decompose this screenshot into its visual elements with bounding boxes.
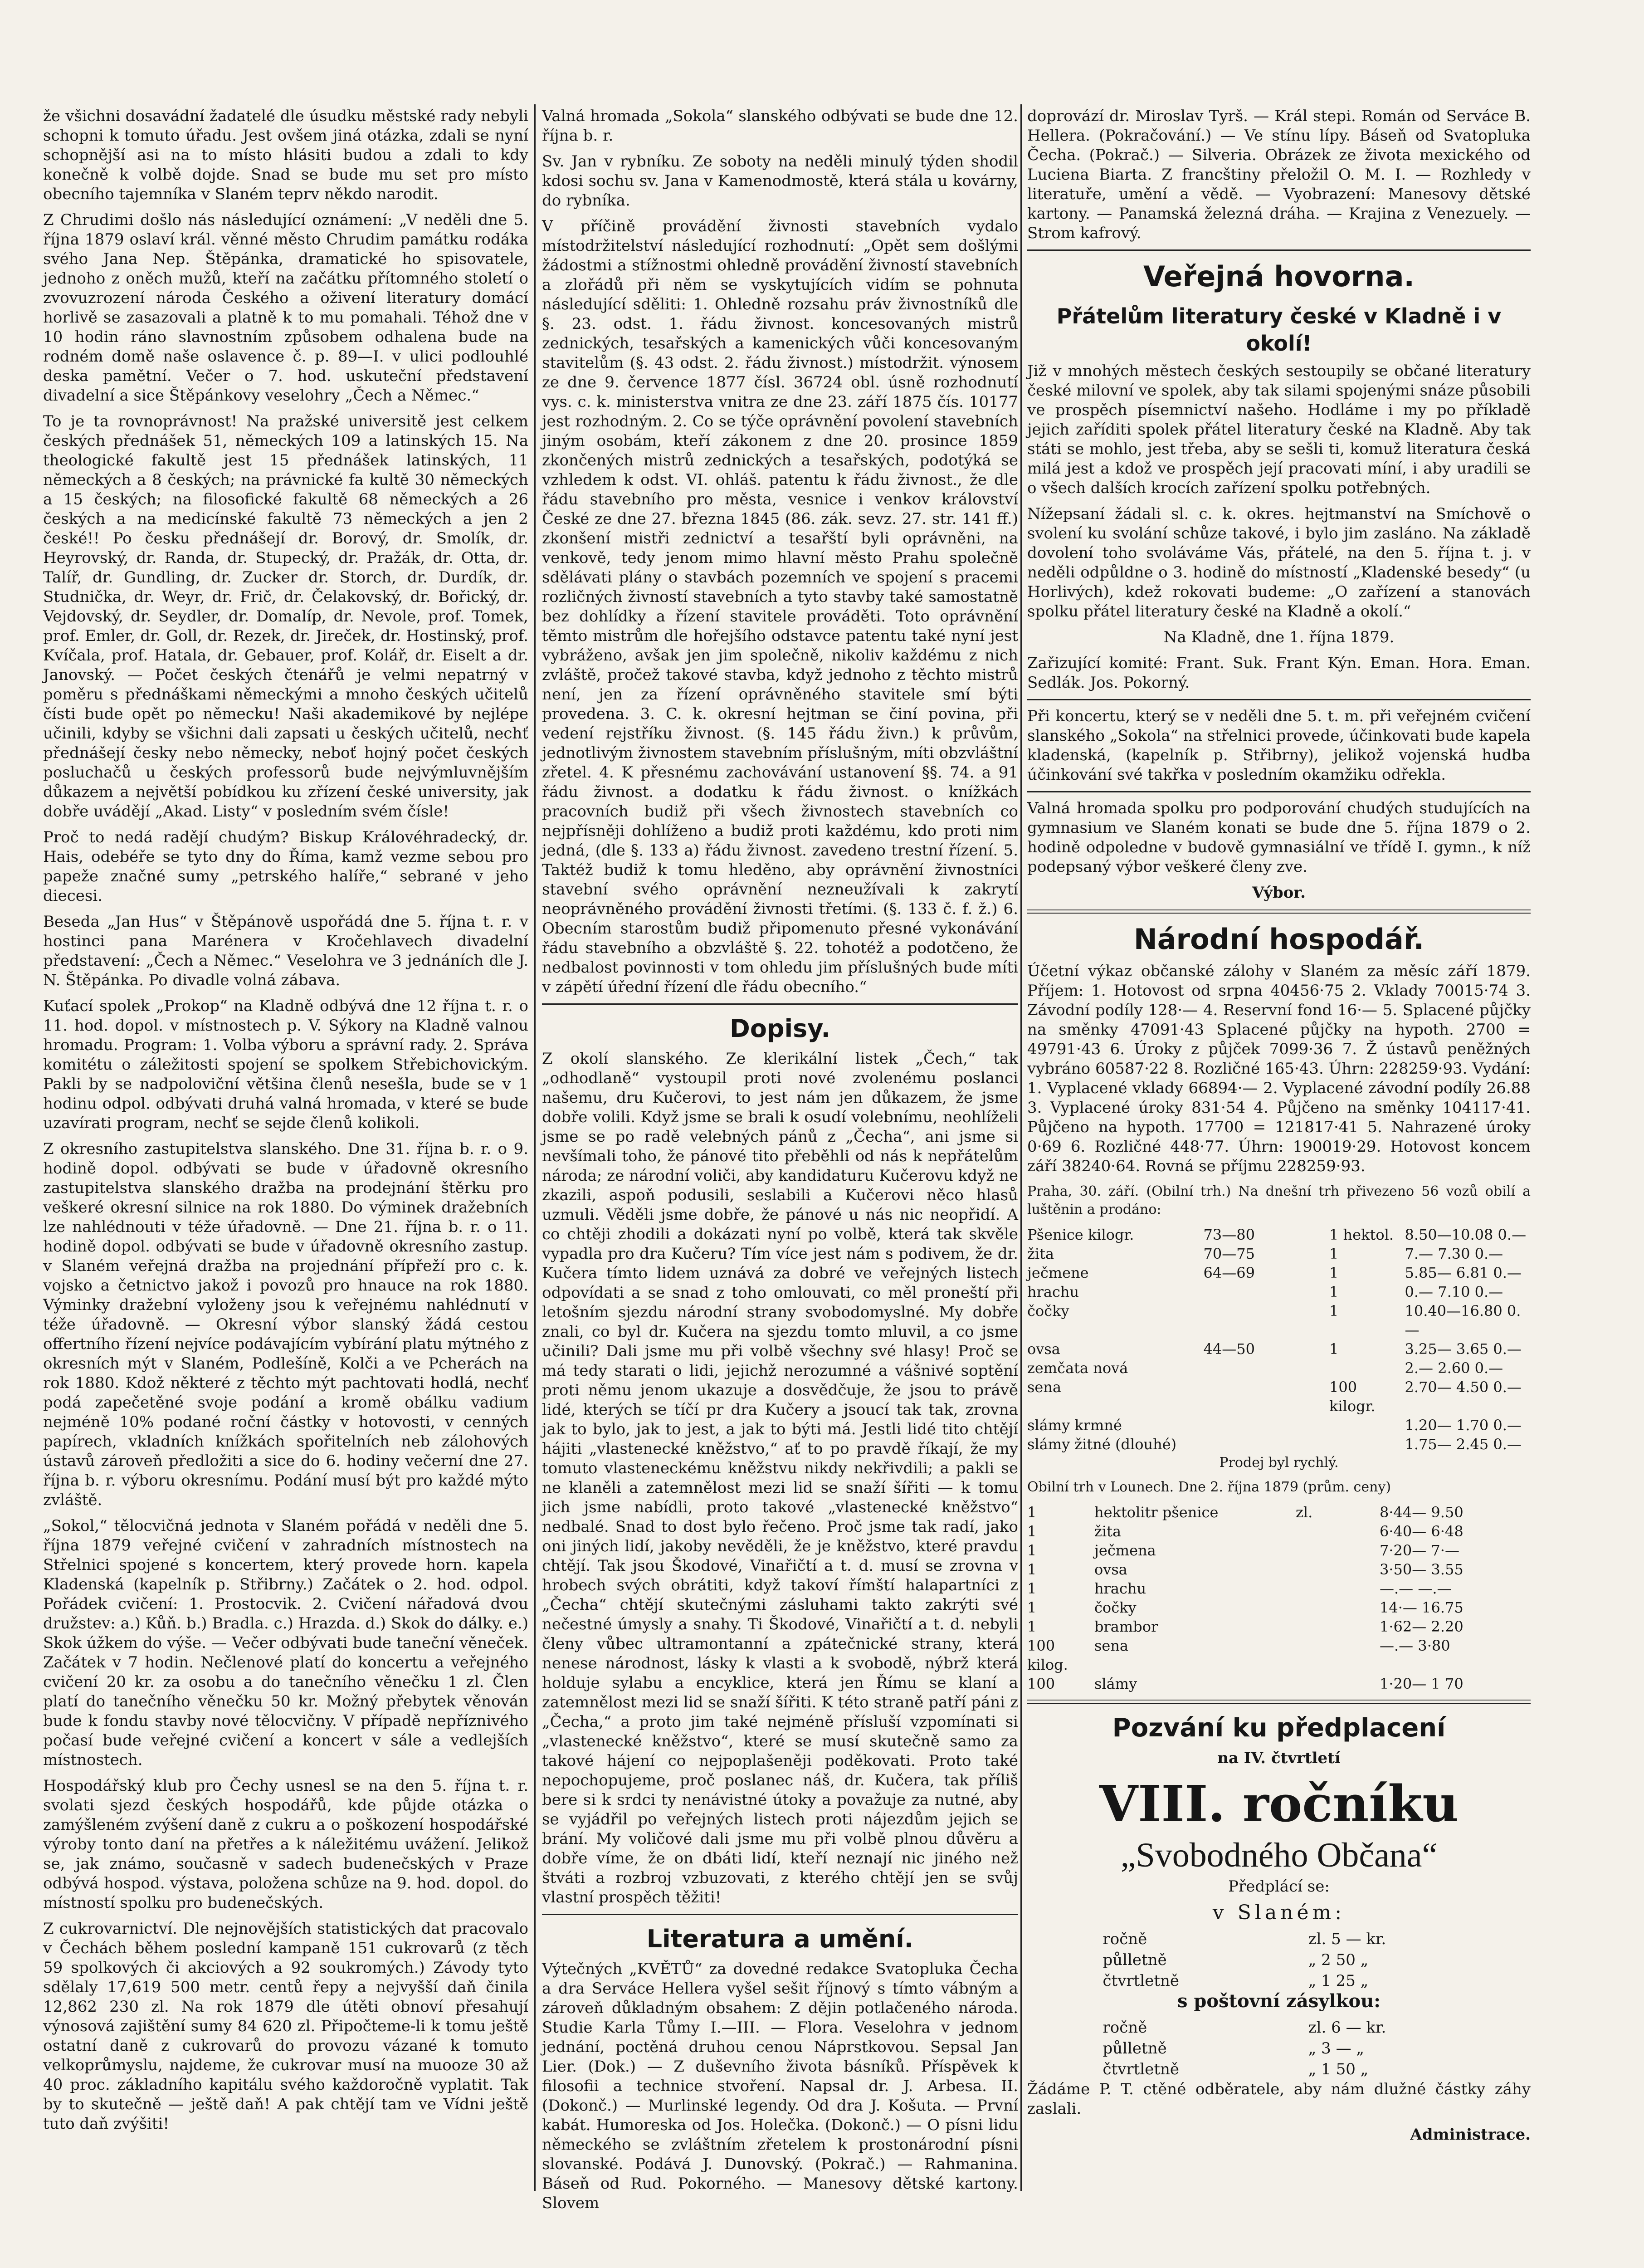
paragraph: Valná hromada spolku pro podporování chudých studujících na gymnasium ve Slaném konati se bude dne 5. října 1879 o 2. hodině odpoledne v budově gymnasiální ve třídě I. gymn., k níž podepsaný výbor veškeré členy zve. — [1027, 799, 1531, 876]
subscription-heading: Pozvání ku předplacení — [1112, 1713, 1446, 1743]
table-cell: ročně — [1103, 1930, 1147, 1948]
table-row — [1027, 1378, 1531, 1416]
table-cell: 1 — [1027, 1561, 1037, 1578]
table-cell: 1 — [1027, 1580, 1037, 1597]
table-cell: půlletně — [1103, 2039, 1167, 2058]
table-cell — [1296, 1617, 1380, 1636]
paragraph: Zařizující komité: Frant. Suk. Frant Kýn. Eman. Hora. Eman. Sedlák. Jos. Pokorný. — [1027, 654, 1531, 692]
table-cell: 1 — [1027, 1599, 1037, 1616]
table-cell: ročně — [1103, 2019, 1147, 2037]
table-row — [1027, 1598, 1531, 1617]
table-row — [1027, 1522, 1531, 1541]
table-cell: 1 — [1329, 1283, 1339, 1300]
newspaper-title: „Svobodného Občana“ — [1120, 1836, 1438, 1874]
table-cell: 100 kilog. — [1027, 1637, 1068, 1673]
table-cell — [1296, 1674, 1380, 1693]
paragraph: Z okolí slanského. Ze klerikální listek „Čech,“ tak „odhodlaně“ vystoupil proti nové zvolenému poslanci našemu, dru Kučerovi, to jest nám jen důkazem, že jsme dobře volili. Když jsme se brali k osudí volebnímu, neohlíželi jsme se po radě velebných pánů z „Čecha“, ani jsme si nevšímali toho, že pánové tito přeběhli od nás k nepřátelům národa; ze národní voliči, aby kandidaturu Kučerovu když ne zkazili, aspoň podusili, seslabili a Kučerovi něco hlasů uzmuli. Věděli jsme dobře, že pánové u nás nic neopřidí. A co chtěji zhodili a dokázati nyní po volbě, která tak skvěle vypadla pro dra Kučeru? Tím více jest nám s podivem, že dr. Kučera tímto lidem uznává za dobré ve veřejných listech odpovídati a se snad z toho omlouvati, co měl proneští při letošním sjezdu národní strany svobodomyslné. My dobře znali, co byl dr. Kučera na sjezdu tomto mluvil, a co jsme učinili? Dali jsme mu při volbě všechny své hlasy! Proč se má tedy starati o lidi, jejichž nerozumné a vášnivé soptění proti němu jenom ukazuje a dosvědčuje, že jsou to právě lidé, kterých se tíčí pr dra Kučery a jsoucí tak tak, zrovna jak to bylo, jak to jest, a jak to býti má. Jestli lidé tito chtějí hájiti „vlastenecké kněžstvo,“ ať to po pravdě říkají, že my tomuto vlasteneckému kněžstvu nikdy nekřivdili; a pakli se ne klaněli a zatemnělost mezi lid se snaží šířiti — k tomu jich jsme nabídli, proto takové „vlastenecké kněžstvo“ nedbalé. Snad to dost bylo řečeno. Proč jsme tak radí, jako oni jiných lidí, jakoby nevěděli, že je kněžstvo, které pravdu chtějí. Tak jsou Škodové, Vinařičtí a t. d. musí se zrovna v hrobech svých obrátiti, když takoví římští halapartníci z „Čecha“ chtějí skutečnými zásluhami takto zakrýti své nečestné úmysly a snahy. Ti Škodové, Vinařičtí a t. d. nebyli členy vůbec ultramontanní a zpátečnické strany, která nenese národnost, lásky k vlasti a k svobodě, nýbrž která holduje sylabu a encyklice, která jen Římu se klaní a zatemnělost mezi lid se snaží šířiti. K této straně patří páni z „Čecha,“ a proto jim také nejméně přísluší vzpomínati si „vlastenecké kněžstvo“, které se musí skutečně samo za takové hájení co nejpoplašeněji poděkovati. Proto také nepochopujeme, proč poslanec náš, dr. Kučera, tak příliš bere si k srdci ty nenávistné útoky a považuje za nutné, aby se vyjádřil po veřejných listech proti nájezdům jejich se brání. My voličové dali jsme mu při volbě plnou důvěru a dobře víme, že on dbáti lidí, kteří neznají nic jiného než štváti a rozbroj vzbuzovati, z kterého chtějí jen se svůj vlastní prospěch těžiti! — [542, 1050, 1018, 1906]
table-cell: žita — [1094, 1523, 1122, 1540]
table-cell: sena — [1027, 1378, 1062, 1396]
table-row — [1027, 1339, 1531, 1359]
table-cell: 3.25— 3.65 0.— — [1405, 1340, 1522, 1358]
price-table-post — [1027, 2017, 1531, 2080]
table-cell: —.— —.— — [1380, 1580, 1452, 1597]
table-row — [1027, 1636, 1531, 1674]
table-cell: 44—50 — [1203, 1340, 1255, 1358]
table-cell: 1 hektol. — [1329, 1226, 1394, 1243]
paragraph: Již v mnohých městech českých sestoupily se občané literatury české milovní ve spolek, aby tak silami spojenými snáze působili ve prospěch písemnictví našeho. Hodláme i my po příkladě jejich zaříditi spolek přátel literatury české na Kladně. Aby tak státi se mohlo, jest třeba, aby se sešli ti, komuž literatura česká milá jest a kdož ve prospěch její pracovati míní, i aby uradili se o všech dalších krocích zařízení spolku potřebných. — [1027, 362, 1531, 497]
praha-price-table — [1027, 1225, 1531, 1454]
table-cell: zl. 5 — kr. — [1308, 1930, 1386, 1948]
signature: Výbor. — [1252, 884, 1306, 902]
dopisy-heading: Dopisy. — [730, 1014, 830, 1043]
paragraph: Sv. Jan v rybníku. Ze soboty na neděli minulý týden shodil kdosi sochu sv. Jana v Kamenodmostě, která stála u kovárny, do rybníka. — [542, 152, 1018, 210]
table-cell: brambor — [1094, 1618, 1158, 1635]
table-cell: 5.85— 6.81 0.— — [1405, 1264, 1522, 1281]
table-cell: slámy žitné (dlouhé) — [1027, 1436, 1177, 1453]
paragraph: Z Chrudimi došlo nás následující oznámení: „V neděli dne 5. října 1879 oslaví král. věnné město Chrudim památku rodáka svého Jana Nep. Štěpánka, dramatické ho spisovatele, jednoho z oněch mužů, kteří na začátku přítomného století o zvovuzrození národa Českého a oživení literatury domácí horlivě se zasazovali a platně k to mu pomahali. Téhož dne v 10 hodin ráno slavnostním způsobem odhalena bude na rodném domě naše oslavence č. p. 89—I. v ulici podlouhlé deska pamětní. Večer o 7. hod. uskuteční představení divadelní a sice Štěpánkovy veselohry „Čech a Němec.“ — [43, 211, 528, 405]
table-cell: 1 — [1329, 1245, 1339, 1262]
column-rule-1 — [534, 104, 536, 2191]
table-cell: zl. 6 — kr. — [1308, 2019, 1386, 2037]
hovorna-subheading: Přátelům literatury české v Kladně i v okolí! — [1056, 304, 1502, 356]
paragraph: Na Kladně, dne 1. října 1879. — [1163, 628, 1395, 646]
table-cell: Pšenice kilogr. — [1027, 1226, 1134, 1243]
table-cell: ječmene — [1027, 1264, 1089, 1281]
table-cell — [1204, 1301, 1330, 1339]
divider — [542, 1914, 1018, 1915]
table-row — [1027, 1359, 1531, 1378]
table-cell: 1 — [1329, 1340, 1339, 1358]
table-row — [1027, 1503, 1531, 1522]
table-cell — [1296, 1598, 1380, 1617]
table-cell: čočky — [1027, 1302, 1069, 1320]
hospodar-heading: Národní hospodář. — [1133, 923, 1424, 956]
table-row — [1103, 1950, 1455, 1970]
table-row — [1027, 1301, 1531, 1339]
table-cell — [1329, 1416, 1405, 1435]
table-cell: 1 — [1329, 1264, 1339, 1281]
table-row — [1027, 1435, 1531, 1454]
table-cell: zl. — [1296, 1504, 1313, 1521]
table-cell: ovsa — [1094, 1561, 1127, 1578]
literature-heading: Literatura a umění. — [646, 1925, 914, 1953]
quarter-label: na IV. čtvrtletí — [1217, 1749, 1341, 1767]
paragraph: Výtečných „KVĚTŮ“ za dovedné redakce Svatopluka Čecha a dra Serváce Hellera vyšel sešit říjnový s tímto vábným a zároveň důkladným obsahem: Z dějin potlačeného národa. Studie Karla Tůmy I.—III. — Flora. Veselohra v jednom jednání, poctěná druhou cenou Náprstkovou. Sepsal Jan Lier. (Dok.) — Z duševního života básníků. Příspěvek k filosofii a technice stvoření. Napsal dr. J. Arbesa. II. (Dokonč.) — Murlinské legendy. Od dra J. Košuta. — První kabát. Humoreska od Jos. Holečka. (Dokonč.) — O písni lidu německého se zvláštním zřetelem k prostonárodní písni slovanské. Podává J. Dunovský. (Pokrač.) — Rahmanina. Báseň od Rud. Pokorného. — Manesovy dětské kartony. Slovem — [542, 1960, 1018, 2212]
table-row — [1103, 2059, 1455, 2080]
table-cell: 70—75 — [1203, 1245, 1255, 1262]
table-row — [1027, 1225, 1531, 1244]
table-row — [1027, 1541, 1531, 1560]
table-cell: 10.40—16.80 0.— — [1405, 1302, 1521, 1339]
table-row — [1027, 1282, 1531, 1301]
paragraph: Proč to nedá radějí chudým? Biskup Královéhradecký, dr. Hais, odebéře se tyto dny do Říma, kamž vezme sebou pro papeže značné sumy „petrského halíře,“ sebrané v jeho diecesi. — [43, 828, 528, 905]
table-row — [1103, 1929, 1455, 1950]
table-cell: 14·— 16.75 — [1380, 1599, 1464, 1616]
table-row — [1027, 1579, 1531, 1598]
table-cell: 100 — [1027, 1675, 1055, 1692]
table-cell — [1296, 1541, 1380, 1560]
divider — [1027, 699, 1531, 700]
table-cell: 1 — [1027, 1542, 1037, 1559]
paragraph: doprovází dr. Miroslav Tyrš. — Král stepi. Román od Serváce B. Hellera. (Pokračování.) — Ve stínu lípy. Báseň od Svatopluka Čecha. (Pokrač.) — Silveria. Obrázek ze života mexického od Luciena Biarta. Z francštiny přeložil O. M. I. — Rozhledy v literatuře, umění a vědě. — Vyobrazení: Manesovy dětské kartony. — Panamská železná dráha. — Krajina z Venezuely. — Strom kafrový. — [1027, 107, 1531, 242]
paragraph: Nížepsaní žádali sl. c. k. okres. hejtmanství na Smíchově o svolení ku svolání schůze takové, i bylo jim zasláno. Na základě dovolení toho svoláváme Vás, přátelé, na den 5. října t. j. v neděli odpůldne o 3. hodině do místností „Kladenské besedy“ (u Horlivých), kdež rokovati budeme: „O zařízení a stanovách spolku přátel literatury české na Kladně a okolí.“ — [1027, 505, 1531, 621]
table-cell — [1296, 1522, 1380, 1541]
volume-label: VIII. ročníku — [1099, 1774, 1459, 1833]
paragraph: Beseda „Jan Hus“ v Štěpánově uspořádá dne 5. října t. r. v hostinci pana Marénera v Kročehlavech divadelní představení: „Čech a Němec.“ Veselohra ve 3 jednáních dle J. N. Štěpánka. Po divadle volná zábava. — [43, 913, 528, 989]
table-row — [1027, 1617, 1531, 1636]
table-cell: 1 — [1027, 1618, 1037, 1635]
slany-label: v Slaném: — [1212, 1901, 1346, 1924]
table-cell — [1296, 1579, 1380, 1598]
subscription-label: Předplácí se: — [1228, 1877, 1330, 1896]
table-cell — [1296, 1560, 1380, 1579]
table-cell: 1·20— 1 70 — [1380, 1675, 1464, 1692]
table-cell: 6·40— 6·48 — [1380, 1523, 1464, 1540]
paragraph: Účetní výkaz občanské zálohy v Slaném za měsíc září 1879. Příjem: 1. Hotovost od srpna 40456·75 2. Vklady 70015·74 3. Závodní podíly 128·— 4. Reservní fond 16·— 5. Splacené půjčky na směnky 47091·43 Splacené půjčky na hypoth. 2700 = 49791·43 6. Úroky z půjček 7099·36 7. Ž ústavů peněžných vybráno 60587·22 8. Rozličné 165·43. Úhrn: 228259·93. Vydání: 1. Vyplacené vklady 66894·— 2. Vyplacené závodní podíly 26.88 3. Vyplacené úroky 831·54 4. Půjčeno na směnky 104117·41. Půjčeno na hypoth. 17700 = 121817·41 5. Nahrazené úroky 0·69 6. Rozličné 448·77. Úhrn: 190019·29. Hotovost koncem září 38240·64. Rovná se příjmu 228259·93. — [1027, 962, 1531, 1175]
column-1 — [43, 107, 528, 2140]
praha-title: Praha, 30. září. (Obilní trh.) Na dnešní trh přivezeno 56 vozů obilí a luštěnin a prodáno: — [1027, 1183, 1531, 1217]
table-cell: 1 — [1329, 1302, 1339, 1320]
table-cell: 8·44— 9.50 — [1380, 1504, 1464, 1521]
table-cell: žita — [1027, 1245, 1054, 1262]
paragraph: Valná hromada „Sokola“ slanského odbývati se bude dne 12. října b. r. — [542, 107, 1018, 145]
divider — [1027, 1700, 1531, 1704]
table-cell: slámy — [1094, 1675, 1137, 1692]
paragraph: Při koncertu, který se v neděli dne 5. t. m. při veřejném cvičení slanského „Sokola“ na střelnici provede, účinkovati bude kapela kladenská, (kapelník p. Střibrny), jelikož vojenská hudba účinkování své takřka v posledním okamžiku odřekla. — [1027, 707, 1531, 784]
table-cell: 64—69 — [1203, 1264, 1255, 1281]
table-cell: 1·62— 2.20 — [1380, 1618, 1464, 1635]
table-cell — [1204, 1416, 1330, 1435]
table-cell: „ 3 — „ — [1308, 2039, 1365, 2058]
table-row — [1103, 2017, 1455, 2038]
paragraph: To je ta rovnoprávnost! Na pražské universitě jest celkem českých přednášek 51, německých 109 a latinských 15. Na theologické fakultě jest 15 přednášek latinských, 11 německých a 8 českých; na právnické fa kultě 30 německých a 15 českých; na filosofické fakultě 68 německých a 26 českých a na medicínské fakultě 73 německých a jen 2 české!! Po česku přednášejí dr. Borový, dr. Smolík, dr. Heyrovský, dr. Randa, dr. Stupecký, dr. Pražák, dr. Otta, dr. Talíř, dr. Gundling, dr. Zucker dr. Storch, dr. Durdík, dr. Studnička, dr. Weyr, dr. Frič, dr. Čelakovský, dr. Bořický, dr. Vejdovský, dr. Seydler, dr. Domalíp, dr. Nevole, prof. Tomek, prof. Emler, dr. Goll, dr. Rezek, dr. Jireček, dr. Hostinský, prof. Kvíčala, prof. Hatala, dr. Gebauer, prof. Kolář, dr. Eiselt a dr. Janovský. — Počet českých čtenářů je velmi nepatrný v poměru s přednáškami německými a mnoho českých učitelů čísti bude opět po německu! Naši akademikové by nejlépe učinili, kdyby se všichni dali zapsati u českých učitelů, nechť přednášejí česky nebo německy, neboť hojný počet českých posluchačů u českých professorů bude nejvýmluvnějším důkazem a největší pobídkou ku zřízení české university, jak dobře uvádějí „Akad. Listy“ v posledním svém čísle! — [43, 412, 528, 821]
table-cell: —.— 3·80 — [1380, 1637, 1450, 1654]
table-cell: 8.50—10.08 0.— — [1405, 1226, 1527, 1243]
divider — [1027, 249, 1531, 251]
post-label: s poštovní zásylkou: — [1177, 1990, 1381, 2012]
paragraph: „Sokol,“ tělocvičná jednota v Slaném pořádá v neděli dne 5. října 1879 veřejné cvičení v zahradních místnostech na Střelnici spojené s koncertem, který provede horn. kapela Kladenská (kapelník p. Střibrny.) Začátek o 2. hod. odpol. Pořádek cvičení: 1. Prostocvik. 2. Cvičení nářadová dvou družstev: a.) Kůň. b.) Bradla. c.) Hrazda. d.) Skok do dálky. e.) Skok úžkem do výše. — Večer odbývati bude taneční věneček. Začátek v 7 hodin. Nečlenové platí do koncertu a veřejného cvičení 20 kr. za osobu a do tanečního věnečku 1 zl. Člen platí do tanečního věnečku 50 kr. Možný přebytek věnován bude k fondu stavby nové tělocvičny. V případě nepříznivého počasí bude veřejné cvičení a koncert v sále a vedlejších místnostech. — [43, 1517, 528, 1769]
table-row — [1027, 1674, 1531, 1693]
paragraph: Z cukrovarnictví. Dle nejnovějších statistických dat pracovalo v Čechách během poslední kampaně 151 cukrovarů (z těch 59 spolkových či akciových a 92 soukromých.) Závody tyto sdělaly 17,619 500 metr. centů řepy a nejvyšší daň činila 12,862 230 zl. Na rok 1879 dle útěti obnoví přesahují výnosová zajištění sumy 84 620 zl. Připočteme-li k tomu ještě ostatní daně z cukrovarů do provozu vázané k tomuto velkoprůmyslu, najdeme, že cukrovar musí na muooze 30 až 40 proc. základního kapitálu svého každoročně vyplatit. Tak by to skutečně — ještě daň! A pak chtějí tam ve Vídni ještě tuto daň zvýšiti! — [43, 1920, 528, 2133]
table-cell: hrachu — [1027, 1283, 1079, 1300]
table-cell: čočky — [1094, 1599, 1137, 1616]
table-cell — [1204, 1282, 1330, 1301]
paragraph: V příčině provádění živnosti stavebních vydalo místodržitelství následující rozhodnutí: „Opět sem došlými žádostmi a stížnostmi ohledně provádění živností stavebních a zlořádů při něm se vyskytujících vidím se pohnuta následující sděliti: 1. Ohledně rozsahu práv živnostníků dle §. 23. odst. 1. řádu živnost. koncesovaných mistrů zednických, tesařských a kamenických vůči koncesovaným stavitelům (§. 43 odst. 2. řádu živnost.) místodržit. výnosem ze dne 9. července 1877 čísl. 36724 obl. úsně rozhodnutí vys. c. k. ministerstva vnitra ze dne 23. září 1875 čís. 10177 jest rozhodným. 2. Co se týče oprávnění povolení stavebních jiným osobám, kteří zákonem z dne 20. prosince 1859 zkončených mistrů zednických a tesařských, podotýká se vzhledem k odst. VI. ohláš. patentu k řádu živnost., že dle řádu stavebního pro města, vesnice i venkov království České ze dne 27. března 1845 (86. zák. sevz. 27. str. 141 ff.) zkonšení mistři zednictví a tesařští byli oprávněni, na venkově, tedy jenom mimo hlavní město Prahu společně sdělávati plány o stavbách pozemních ve spojení s pracemi rozličných živností stavebních a tyto stavby také samostatně bez dohlídky a řízení stavitele prováděti. Toto oprávnění těmto mistrům dle hořejšího odstavce patentu také nyní jest vybráženo, avšak jen jim společně, nikoliv každému z nich zvláště, pročež takové stavba, když jednoho z těchto mistrů není, jen za řízení oprávněného stavitele smí býti provedena. 3. C. k. okresní hejtman se činí povina, při vedení rejstříku živnost. (§. 145 řádu živn.) k průvům, jednotlivým živnostem stavebním příslušným, míti obzvláštní zřetel. 4. K přesnému zachovávání ustanovení §§. 74. a 91 řádu živnost. a dodatku k řádu živnost. o knížkách pracovních budiž při všech živnostech stavebních co nejpřísněji dohlíženo a budiž proti každému, kdo proti nim jedná, (dle §. 133 a) řádu živnost. zavedeno trestní řízení. 5. Taktéž budiž k tomu hleděno, aby oprávnění živnostníci stavební svého oprávnění nezneužívali k zakrytí neoprávněného provádění živnosti třetími. (§. 133 č. f. ž.) 6. Obecním starostům budiž připomenuto přesné vykonávání řádu stavebního a obzvláště §. 22. tohotéž a podotčeno, že nedbalost povinnosti v tom ohledu jim příslušných bude míti v zápětí úřední řízení dle řádu obecního.“ — [542, 217, 1018, 996]
paragraph: Kuťací spolek „Prokop“ na Kladně odbývá dne 12 října t. r. o 11. hod. dopol. v místnostech p. V. Sýkory na Kladně valnou hromadu. Program: 1. Volba výboru a správní rady. 2. Správa komitétu o záležitosti spojení se spolkem Střebichovickým. Pakli by se nadpoloviční většina členů nesešla, bude se v 1 hodinu odpol. odbývati druhá valná hromada, v které se bude uzavírati program, nechť se sejde členů kolikoli. — [43, 997, 528, 1132]
paragraph: Hospodářský klub pro Čechy usnesl se na den 5. října t. r. svolati sjezd českých hospodářů, kde půjde otázka o zamýšleném zvýšení daně z cukru a o poškození hospodářské výroby tonto daní na přetřes a k náležitému uvážení. Jelikož se, jak známo, současně v sadech budenečských v Praze odbývá hospod. výstava, položena schůze na 9. hod. dopol. do místností spolku pro budenečských. — [43, 1777, 528, 1912]
table-cell — [1329, 1359, 1405, 1378]
table-cell: hrachu — [1094, 1580, 1146, 1597]
table-cell: „ 2 50 „ — [1308, 1951, 1369, 1969]
table-cell: 7·20— 7·— — [1380, 1542, 1459, 1559]
table-cell: hektolitr pšenice — [1094, 1504, 1219, 1521]
table-cell — [1204, 1378, 1330, 1416]
table-cell: půlletně — [1103, 1951, 1167, 1969]
paragraph: Z okresního zastupitelstva slanského. Dne 31. října b. r. o 9. hodině dopol. odbývati se bude v úřadovně okresního zastupitelstva slanského dražba na prodejnání štěrku pro veškeré okresní silnice na rok 1880. Do výminek dražebních lze nahlédnouti v téže úřadovně. — Dne 21. října b. r. o 11. hodině dopol. odbývati se bude v úřadovně okresního zastup. v Slaném veřejná dražba na projednání přípřeží pro c. k. vojsko a četnictvo jakož i povozů pro hnauce na rok 1880. Výminky dražební vyloženy jsou k veřejnému nahlédnutí v téže úřadovně. — Okresní výbor slanský žádá cestou offertního řízení nejvíce podávajícím vybírání platu mýtného z okresních mýt v Slaném, Podlešíně, Kolči a ve Pcherách na rok 1880. Kdož některé z těchto mýt pachtovati hodlá, nechť podá zapečetěné svoje podání a kromě obálku vadium nejméně 10% podané roční částky v hotovosti, v cenných papírech, vkladních knížkách spořitelních neb zálohových ústavů zároveň předložiti a sice do 6. hodiny večerní dne 27. října b. r. výboru okresnímu. Podání musí být pro každé mýto zvláště. — [43, 1140, 528, 1509]
table-cell: čtvrtletně — [1103, 2060, 1180, 2078]
table-cell: 7.— 7.30 0.— — [1405, 1245, 1503, 1262]
paragraph: že všichni dosavádní žadatelé dle úsudku městské rady nebyli schopni k tomuto úřadu. Jest ovšem jiná otázka, zdali se nyní schopnější asi na to místo hlásiti budou a zdali to kdy konečně k volbě dojde. Snad se bude mu set pro místo obecního tajemníka v Slaném teprv někdo narodit. — [43, 107, 528, 203]
table-row — [1027, 1416, 1531, 1435]
column-rule-2 — [1020, 104, 1022, 2191]
table-row — [1103, 2038, 1455, 2059]
table-cell: 100 kilogr. — [1329, 1378, 1376, 1415]
table-cell: 1 — [1027, 1523, 1037, 1540]
table-cell: zemčata nová — [1027, 1359, 1128, 1377]
divider — [542, 1003, 1018, 1005]
table-cell — [1296, 1636, 1380, 1674]
praha-footnote: Prodej byl rychlý. — [1219, 1455, 1339, 1471]
table-cell: 2.— 2.60 0.— — [1405, 1359, 1503, 1377]
table-cell: 3·50— 3.55 — [1380, 1561, 1464, 1578]
table-cell: sena — [1094, 1637, 1129, 1654]
divider — [1027, 909, 1531, 914]
table-cell: slámy krmné — [1027, 1417, 1122, 1434]
table-cell: 1.75— 2.45 0.— — [1405, 1436, 1522, 1453]
administration-label: Administrace. — [1410, 2126, 1531, 2144]
table-cell: 1.20— 1.70 0.— — [1405, 1417, 1522, 1434]
table-cell — [1329, 1435, 1405, 1454]
table-cell — [1204, 1359, 1330, 1378]
table-cell: 0.— 7.10 0.— — [1405, 1283, 1503, 1300]
table-cell: 2.70— 4.50 0.— — [1405, 1378, 1522, 1396]
table-row — [1103, 1970, 1455, 1991]
table-cell: 1 — [1027, 1504, 1037, 1521]
table-row — [1027, 1263, 1531, 1282]
table-cell: 73—80 — [1203, 1226, 1255, 1243]
paragraph: Žádáme P. T. ctěné odběratele, aby nám dlužné částky záhy zaslali. — [1027, 2080, 1531, 2118]
hovorna-heading: Veřejná hovorna. — [1143, 260, 1415, 293]
table-cell: čtvrtletně — [1103, 1972, 1180, 1990]
table-cell: ovsa — [1027, 1340, 1060, 1358]
louny-title: Obilní trh v Lounech. Dne 2. října 1879 (prům. ceny) — [1027, 1479, 1391, 1495]
column-3 — [1027, 107, 1531, 2151]
divider — [1027, 791, 1531, 792]
price-table-slany — [1027, 1929, 1531, 1991]
table-cell — [1204, 1435, 1330, 1454]
table-cell: „ 1 50 „ — [1308, 2060, 1369, 2078]
table-row — [1027, 1560, 1531, 1579]
table-cell: ječmena — [1094, 1542, 1156, 1559]
column-2 — [542, 107, 1018, 2219]
table-cell: „ 1 25 „ — [1308, 1972, 1369, 1990]
table-row — [1027, 1244, 1531, 1263]
louny-price-table — [1027, 1503, 1531, 1693]
